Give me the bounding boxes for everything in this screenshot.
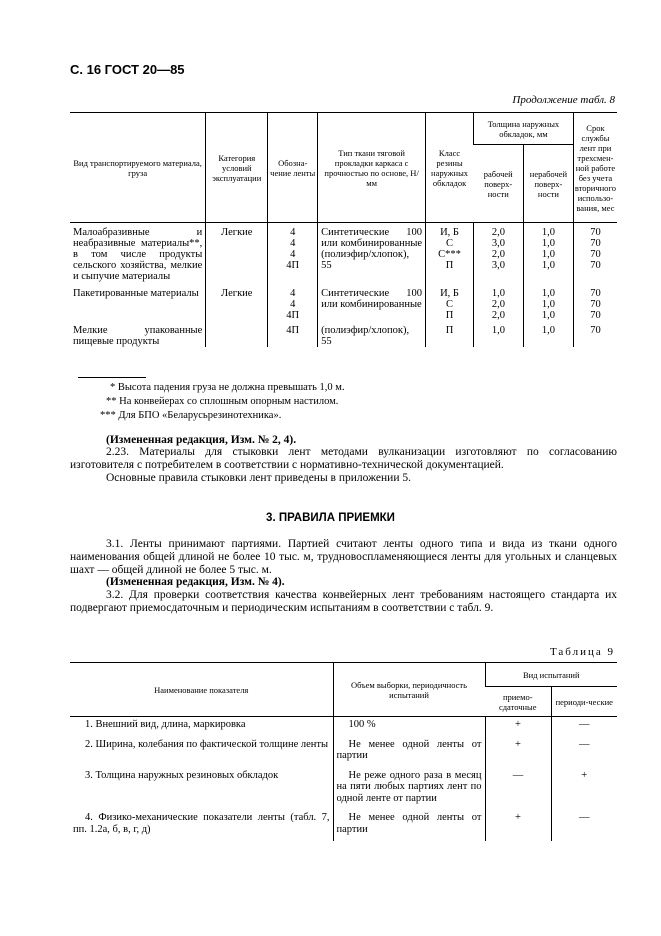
periodic-cell: —: [551, 810, 617, 841]
working-cell: [474, 321, 524, 347]
nonworking-value: 1,0: [541, 288, 555, 299]
designation-value: 4П: [286, 310, 300, 321]
table-row: [70, 223, 617, 283]
service-value: 70: [590, 249, 601, 260]
nonworking-value: 1,0: [541, 227, 555, 238]
nonworking-cell: [523, 321, 573, 347]
designation-cell: [268, 321, 318, 347]
paragraph-3-2: 3.2. Для проверки соответствия качества конвейерных лент требованиям настоящего стандарта их подвергают приемосдаточным и периодическим испытаниям в соответствии с табл. 9.: [70, 589, 617, 614]
table-row: [70, 737, 617, 768]
fabric-cell: (полиэфир/хлопок), 55: [318, 321, 426, 347]
class-value: П: [445, 325, 454, 336]
class-cell: [426, 282, 474, 321]
nonworking-value: 1,0: [541, 249, 555, 260]
service-cell: [573, 223, 617, 283]
indicator-cell: 1. Внешний вид, длина, маркировка: [85, 719, 246, 730]
nonworking-value: 1,0: [541, 310, 555, 321]
indicator-cell: 2. Ширина, колебания по фактической толщине ленты: [85, 738, 329, 750]
col-header-class: Класс резины наружных обкладок: [426, 113, 474, 223]
col-header-category: Категория условий эксплуатации: [206, 113, 268, 223]
nonworking-cell: [523, 282, 573, 321]
designation-value: 4: [290, 249, 296, 260]
paragraph-joining-rules: Основные правила стыковки лент приведены в приложении 5.: [106, 472, 411, 484]
working-value: 3,0: [491, 260, 506, 271]
category-cell: Легкие: [206, 223, 268, 283]
col-header-volume: Объем выборки, периодичность испытаний: [333, 663, 485, 717]
footnote: ** На конвейерах со сплошным опорным настилом.: [106, 396, 339, 407]
acceptance-cell: +: [485, 810, 551, 841]
working-cell: [474, 282, 524, 321]
designation-value: 4П: [286, 325, 300, 336]
service-value: 70: [590, 260, 601, 271]
service-value: 70: [590, 238, 601, 249]
service-value: 70: [590, 227, 601, 238]
footnote: * Высота падения груза не должна превышать 1,0 м.: [110, 382, 345, 393]
working-value: 1,0: [491, 325, 506, 336]
nonworking-value: 1,0: [541, 238, 555, 249]
periodic-cell: +: [551, 768, 617, 811]
fabric-cell: Синтетические 100 или комбинированные: [318, 282, 426, 321]
class-value: П: [445, 310, 454, 321]
col-header-periodic: периоди-ческие: [551, 687, 617, 717]
working-value: 2,0: [491, 249, 506, 260]
material-cell: Пакетированные материалы: [73, 288, 199, 299]
table-8: [70, 112, 617, 347]
nonworking-value: 1,0: [541, 325, 555, 336]
class-value: П: [445, 260, 454, 271]
volume-cell: Не реже одного раза в месяц на пяти любых партиях лент по одной ленте от партии: [333, 768, 485, 811]
footnote: *** Для БПО «Беларусьрезинотехника».: [100, 410, 282, 421]
col-header-working: рабочей поверх-ности: [474, 145, 524, 223]
working-value: 2,0: [491, 299, 506, 310]
nonworking-value: 1,0: [541, 260, 555, 271]
page-header: С. 16 ГОСТ 20—85: [70, 62, 185, 77]
volume-cell: Не менее одной ленты от партии: [333, 737, 485, 768]
category-cell: Легкие: [206, 282, 268, 321]
service-value: 70: [590, 288, 601, 299]
col-header-indicator: Наименование показателя: [70, 663, 333, 717]
working-value: 2,0: [491, 227, 506, 238]
class-value: И, Б: [440, 288, 459, 299]
section-title: 3. ПРАВИЛА ПРИЕМКИ: [266, 512, 395, 524]
designation-cell: [268, 223, 318, 283]
col-header-nonworking: нерабочей поверх-ности: [523, 145, 573, 223]
paragraph-3-1: 3.1. Ленты принимают партиями. Партией считают ленты одного типа и вида из ткани одного наименования общей длиной не более 10 тыс. м, трудновоспламеняющиеся ленты для угольных и сланцевых шахт — общей длиной не более 5 тыс. м.: [70, 538, 617, 576]
col-header-thickness: Толщина наружных обкладок, мм: [474, 113, 574, 145]
fabric-cell: Синтетические 100 или комбинированные (полиэфир/хлопок), 55: [318, 223, 426, 283]
class-value: С***: [438, 249, 461, 260]
designation-value: 4: [290, 299, 296, 310]
material-cell: Малоабразивные и неабразивные материалы**, в том числе продукты сельского хозяйства, мелкие и сыпучие материалы: [73, 227, 203, 282]
col-header-acceptance: приемо-сдаточные: [485, 687, 551, 717]
material-cell: Мелкие упакованные пищевые продукты: [73, 325, 203, 347]
designation-value: 4: [290, 227, 296, 238]
amendment-note: (Измененная редакция, Изм. № 2, 4).: [106, 434, 297, 446]
footnote-divider: [78, 377, 146, 378]
class-value: С: [446, 238, 454, 249]
col-header-material: Вид транспортируемого материала, груза: [70, 113, 206, 223]
nonworking-value: 1,0: [541, 299, 555, 310]
col-header-test-kind: Вид испытаний: [485, 663, 617, 687]
col-header-service: Срок службы лент при трехсмен-ной работе без учета вторичного использо-вания, мес: [573, 113, 617, 223]
class-value: С: [446, 299, 454, 310]
volume-cell: 100 %: [333, 717, 485, 737]
designation-value: 4П: [286, 260, 300, 271]
amendment-note: (Измененная редакция, Изм. № 4).: [106, 576, 285, 588]
working-value: 1,0: [491, 288, 506, 299]
class-cell: [426, 321, 474, 347]
table-row: [70, 810, 617, 841]
designation-value: 4: [290, 288, 296, 299]
table-row: [70, 282, 617, 321]
class-cell: [426, 223, 474, 283]
volume-cell: Не менее одной ленты от партии: [333, 810, 485, 841]
working-cell: [474, 223, 524, 283]
acceptance-cell: —: [485, 768, 551, 811]
indicator-cell: 4. Физико-механические показатели ленты (табл. 7, пп. 1.2а, б, в, г, д): [73, 812, 330, 835]
service-value: 70: [590, 325, 601, 336]
col-header-designation: Обозна-чение ленты: [268, 113, 318, 223]
table-row: [70, 768, 617, 811]
acceptance-cell: +: [485, 737, 551, 768]
service-cell: [573, 282, 617, 321]
col-header-fabric: Тип ткани тяговой прокладки каркаса с прочностью по основе, Н/мм: [318, 113, 426, 223]
table-row: [70, 321, 617, 347]
indicator-cell: 3. Толщина наружных резиновых обкладок: [85, 769, 279, 781]
service-cell: [573, 321, 617, 347]
working-value: 3,0: [491, 238, 506, 249]
class-value: И, Б: [440, 227, 459, 238]
acceptance-cell: +: [485, 717, 551, 737]
periodic-cell: —: [551, 717, 617, 737]
table-continuation-label: Продолжение табл. 8: [512, 94, 615, 106]
working-value: 2,0: [491, 310, 506, 321]
service-value: 70: [590, 299, 601, 310]
periodic-cell: —: [551, 737, 617, 768]
designation-cell: [268, 282, 318, 321]
designation-value: 4: [290, 238, 296, 249]
paragraph-2-23: 2.23. Материалы для стыковки лент методами вулканизации изготовляют по согласованию изготовителя с потребителем в соответствии с нормативно-технической документацией.: [70, 446, 617, 471]
nonworking-cell: [523, 223, 573, 283]
table-9: [70, 662, 617, 841]
service-value: 70: [590, 310, 601, 321]
category-cell: [206, 321, 268, 347]
table-row: [70, 717, 617, 737]
table-9-caption: Таблица 9: [549, 646, 615, 658]
